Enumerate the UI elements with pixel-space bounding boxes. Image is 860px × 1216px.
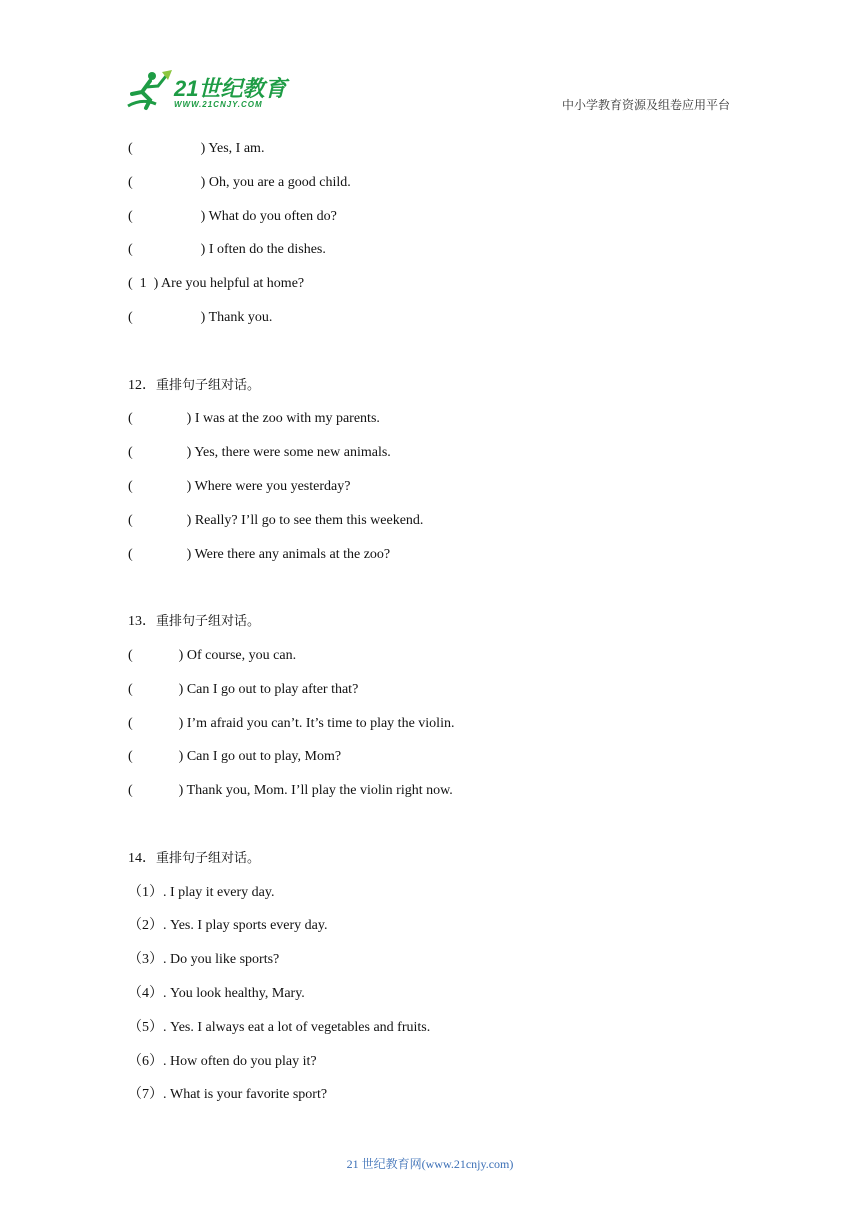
- sentence-text: ) Can I go out to play after that?: [178, 681, 359, 697]
- sentence-text: ) I’m afraid you can’t. It’s time to play the violin.: [178, 715, 455, 731]
- spacer: [128, 340, 748, 374]
- sentence-text: ) Thank you, Mom. I’ll play the violin right now.: [178, 783, 453, 799]
- q13-item: ( ) Thank you, Mom. I’ll play the violin right now.: [128, 783, 453, 799]
- sentence-text: ) Are you helpful at home?: [153, 276, 305, 292]
- sentence-text: ) Can I go out to play, Mom?: [178, 749, 342, 765]
- sentence-text: ) Oh, you are a good child.: [200, 174, 351, 190]
- q11-item-1: ( ) Yes, I am.: [128, 141, 265, 156]
- runner-logo-icon: [122, 68, 174, 114]
- q14-item: [128, 881, 748, 915]
- q11-item-3: ( ) What do you often do?: [128, 208, 337, 224]
- q14-item: [128, 1050, 748, 1084]
- q14-item: [128, 1083, 748, 1117]
- q12-item: ( ) I was at the zoo with my parents.: [128, 411, 380, 427]
- logo-url: WWW.21CNJY.COM: [174, 100, 263, 109]
- item-label: （1）: [128, 884, 163, 900]
- sentence-text: ) I often do the dishes.: [200, 242, 326, 258]
- sentence-text: ) Of course, you can.: [178, 647, 297, 663]
- item-label: （2）: [128, 918, 163, 934]
- q11-item-5: ( 1 ) Are you helpful at home?: [128, 276, 305, 292]
- spacer: [128, 576, 748, 610]
- item-label: （4）: [128, 985, 163, 1001]
- q12-title: [128, 374, 748, 408]
- sentence-text: . I play it every day.: [163, 884, 275, 900]
- item-label: （7）: [128, 1087, 163, 1103]
- sentence-text: ) Thank you.: [200, 309, 273, 325]
- question-instruction: 重排句子组对话。: [156, 614, 261, 630]
- q11-item-2: ( ) Oh, you are a good child.: [128, 174, 351, 190]
- answer-filled: 1: [139, 276, 147, 292]
- sentence-text: . How often do you play it?: [163, 1053, 317, 1069]
- page-footer[interactable]: 21 世纪教育网(www.21cnjy.com): [346, 1157, 514, 1171]
- q14-item: [128, 948, 748, 982]
- page-header: [0, 0, 860, 120]
- question-instruction: 重排句子组对话。: [156, 850, 261, 866]
- sentence-text: ) What do you often do?: [200, 208, 337, 224]
- sentence-text: ) I was at the zoo with my parents.: [186, 411, 380, 427]
- question-number: 14．: [128, 850, 156, 866]
- q14-title: [128, 847, 748, 881]
- document-content: [128, 137, 748, 1117]
- q14-item: [128, 982, 748, 1016]
- sentence-text: ) Were there any animals at the zoo?: [186, 546, 391, 562]
- sentence-text: ) Yes, I am.: [200, 141, 265, 156]
- sentence-text: . Yes. I play sports every day.: [163, 918, 328, 934]
- q12-item: ( ) Really? I’ll go to see them this weekend.: [128, 512, 424, 528]
- sentence-text: . Do you like sports?: [163, 952, 280, 968]
- q11-item-6: ( ) Thank you.: [128, 309, 273, 325]
- sentence-text: ) Yes, there were some new animals.: [186, 445, 391, 461]
- question-number: 12．: [128, 377, 156, 393]
- question-instruction: 重排句子组对话。: [156, 377, 261, 393]
- sentence-text: ) Really? I’ll go to see them this weekend.: [186, 512, 424, 528]
- q13-item: ( ) Of course, you can.: [128, 647, 297, 663]
- item-label: （5）: [128, 1019, 163, 1035]
- q12-item: ( ) Where were you yesterday?: [128, 478, 351, 494]
- q14-item: [128, 1016, 748, 1050]
- q11-item-4: ( ) I often do the dishes.: [128, 242, 326, 258]
- sentence-text: . What is your favorite sport?: [163, 1087, 328, 1103]
- question-number: 13．: [128, 614, 156, 630]
- q12-item: ( ) Were there any animals at the zoo?: [128, 546, 391, 562]
- q13-title: [128, 610, 748, 644]
- item-label: （6）: [128, 1053, 163, 1069]
- site-logo[interactable]: [122, 68, 292, 114]
- q13-item: ( ) Can I go out to play after that?: [128, 681, 359, 697]
- q14-item: [128, 914, 748, 948]
- sentence-text: . Yes. I always eat a lot of vegetables and fruits.: [163, 1019, 431, 1035]
- q13-item: ( ) I’m afraid you can’t. It’s time to play the violin.: [128, 715, 455, 731]
- sentence-text: . You look healthy, Mary.: [163, 985, 305, 1001]
- spacer: [128, 813, 748, 847]
- platform-name: 中小学教育资源及组卷应用平台: [561, 98, 730, 112]
- q12-item: ( ) Yes, there were some new animals.: [128, 445, 391, 461]
- q13-item: ( ) Can I go out to play, Mom?: [128, 749, 342, 765]
- logo-text: 21世纪教育: [174, 76, 287, 101]
- item-label: （3）: [128, 952, 163, 968]
- sentence-text: ) Where were you yesterday?: [186, 478, 351, 494]
